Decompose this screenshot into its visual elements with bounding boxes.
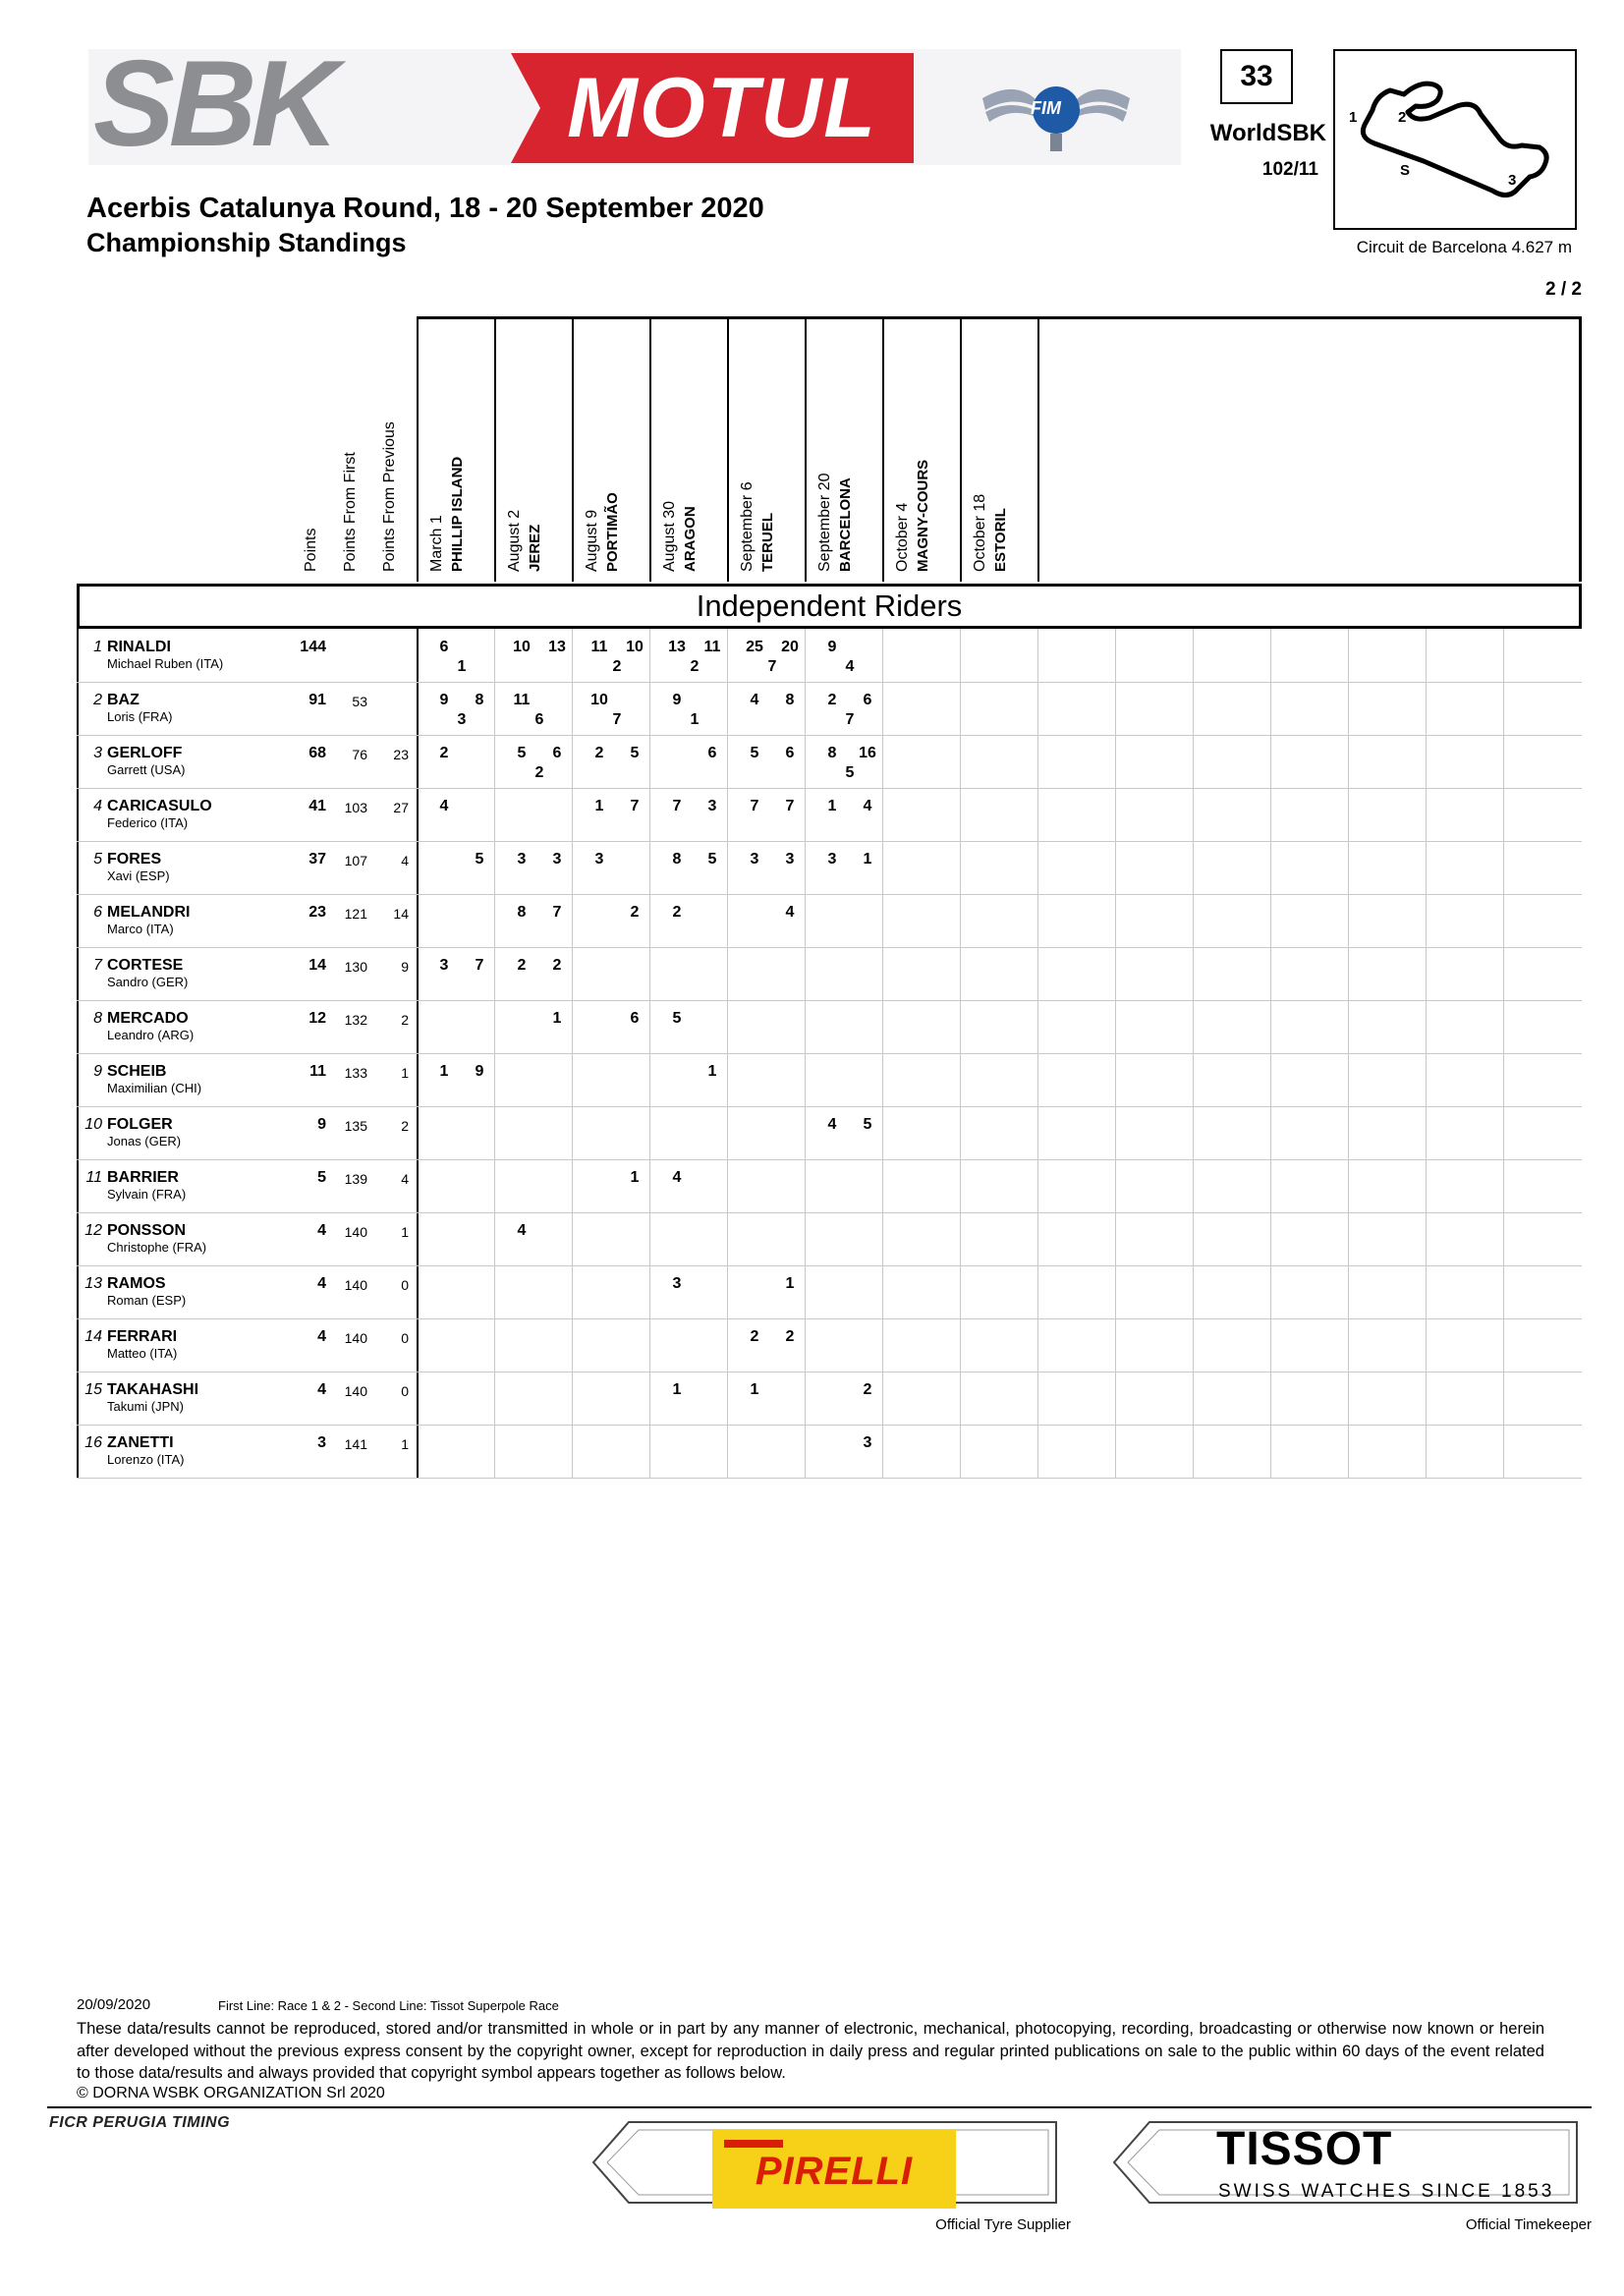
rider-firstname: Takumi (JPN) [107, 1399, 185, 1414]
points-from-previous: 27 [393, 800, 409, 815]
rider-surname: MERCADO [107, 1010, 189, 1027]
race-points: 2 [863, 1381, 872, 1398]
round-column-divider [1037, 316, 1039, 582]
rider-points: 41 [308, 798, 326, 814]
rider-surname: FORES [107, 851, 162, 868]
race-points: 11 [703, 639, 721, 655]
race-points: 7 [475, 957, 484, 974]
stat-column-header: Points [303, 528, 319, 572]
points-from-first: 140 [344, 1330, 367, 1346]
rider-firstname: Xavi (ESP) [107, 868, 170, 883]
race-points: 2 [630, 904, 640, 921]
race-points: 1 [439, 1063, 449, 1080]
rider-firstname: Sylvain (FRA) [107, 1187, 187, 1202]
race-points: 1 [630, 1169, 640, 1186]
race-points: 10 [590, 692, 608, 708]
points-from-first: 135 [344, 1118, 367, 1134]
row-divider [77, 788, 1582, 789]
rider-position: 5 [93, 851, 102, 868]
race-points: 3 [594, 851, 604, 868]
race-points: 2 [690, 658, 700, 675]
series-name: WorldSBK [1209, 120, 1326, 146]
race-points: 4 [750, 692, 759, 708]
rider-position: 8 [93, 1010, 102, 1027]
race-points: 5 [707, 851, 717, 868]
race-points: 8 [785, 692, 795, 708]
rider-firstname: Michael Ruben (ITA) [107, 656, 224, 671]
round-column-header [504, 510, 545, 572]
race-points: 6 [439, 639, 449, 655]
round-column-header [892, 460, 933, 572]
round-column-divider [805, 316, 807, 582]
rider-position: 14 [84, 1328, 102, 1345]
stat-column-header: Points From Previous [381, 421, 398, 572]
race-points: 9 [827, 639, 837, 655]
points-from-previous: 9 [401, 959, 409, 975]
race-points: 3 [457, 711, 467, 728]
round-venue: MAGNY-COURS [915, 459, 931, 572]
round-date: August 2 [506, 509, 523, 572]
race-points: 5 [845, 764, 855, 781]
row-divider [77, 894, 1582, 895]
round-column-divider [882, 316, 884, 582]
rider-points: 91 [308, 692, 326, 708]
tissot-tagline: SWISS WATCHES SINCE 1853 [1218, 2181, 1555, 2202]
points-from-first: 53 [352, 694, 367, 709]
race-points: 8 [827, 745, 837, 761]
event-title: Acerbis Catalunya Round, 18 - 20 September 2020 [86, 193, 764, 224]
rider-points: 5 [317, 1169, 326, 1186]
rider-points: 23 [308, 904, 326, 921]
pirelli-logo-text: PIRELLI [755, 2150, 914, 2193]
row-divider [77, 1478, 1582, 1479]
rider-surname: CARICASULO [107, 798, 212, 814]
race-points: 11 [590, 639, 608, 655]
pirelli-p-bar [724, 2140, 783, 2148]
race-points: 2 [785, 1328, 795, 1345]
rider-position: 3 [93, 745, 102, 761]
rider-points: 11 [309, 1063, 326, 1080]
round-date: March 1 [428, 515, 445, 572]
race-points: 25 [746, 639, 763, 655]
footer-date: 20/09/2020 [77, 1996, 151, 2013]
race-points: 3 [785, 851, 795, 868]
race-points: 7 [672, 798, 682, 814]
round-date: September 20 [816, 473, 833, 572]
round-venue: JEREZ [527, 524, 543, 572]
rider-surname: GERLOFF [107, 745, 183, 761]
rider-surname: RINALDI [107, 639, 171, 655]
group-title: Independent Riders [77, 584, 1582, 629]
race-points: 3 [827, 851, 837, 868]
rider-position: 6 [93, 904, 102, 921]
points-from-first: 103 [344, 800, 367, 815]
round-column-divider [727, 316, 729, 582]
rider-points: 4 [317, 1275, 326, 1292]
race-points: 6 [534, 711, 544, 728]
race-points: 2 [534, 764, 544, 781]
rider-position: 1 [93, 639, 102, 655]
race-points: 7 [767, 658, 777, 675]
points-from-first: 107 [344, 853, 367, 868]
race-points: 1 [690, 711, 700, 728]
rider-surname: FOLGER [107, 1116, 173, 1133]
race-points: 1 [785, 1275, 795, 1292]
race-points: 2 [517, 957, 527, 974]
row-divider [77, 1000, 1582, 1001]
rider-points: 4 [317, 1328, 326, 1345]
round-venue: ARAGON [682, 506, 699, 572]
points-from-first: 133 [344, 1065, 367, 1081]
rider-firstname: Christophe (FRA) [107, 1240, 207, 1255]
race-points: 6 [785, 745, 795, 761]
points-from-previous: 2 [401, 1118, 409, 1134]
race-points: 1 [552, 1010, 562, 1027]
rider-points: 68 [308, 745, 326, 761]
rider-surname: BAZ [107, 692, 140, 708]
race-points: 2 [594, 745, 604, 761]
rider-firstname: Federico (ITA) [107, 815, 189, 830]
document-code: 102/11 [1261, 159, 1318, 180]
race-points: 7 [612, 711, 622, 728]
race-points: 5 [630, 745, 640, 761]
points-from-first: 121 [344, 906, 367, 922]
race-points: 1 [750, 1381, 759, 1398]
race-points: 6 [552, 745, 562, 761]
rider-surname: CORTESE [107, 957, 184, 974]
race-points: 2 [672, 904, 682, 921]
row-divider [77, 1106, 1582, 1107]
page-number: 33 [1220, 49, 1293, 104]
race-points: 9 [439, 692, 449, 708]
race-points: 6 [630, 1010, 640, 1027]
points-from-previous: 2 [401, 1012, 409, 1028]
circuit-layout-icon [1335, 51, 1571, 224]
row-divider [77, 682, 1582, 683]
circuit-info: Circuit de Barcelona 4.627 m [1356, 238, 1572, 256]
turn-1-label: 1 [1349, 109, 1358, 126]
rider-points: 144 [300, 639, 326, 655]
round-column-divider [572, 316, 574, 582]
row-divider [77, 1159, 1582, 1160]
tissot-logo: TISSOT [1216, 2123, 1393, 2175]
race-points: 4 [845, 658, 855, 675]
rider-firstname: Lorenzo (ITA) [107, 1452, 185, 1467]
round-column-divider [417, 316, 419, 582]
race-points: 4 [785, 904, 795, 921]
race-points: 5 [863, 1116, 872, 1133]
footer-divider [47, 2106, 1592, 2108]
race-points: 2 [439, 745, 449, 761]
race-points: 3 [750, 851, 759, 868]
round-column-divider [960, 316, 962, 582]
round-column-header [659, 501, 700, 572]
race-points: 5 [750, 745, 759, 761]
points-from-first: 140 [344, 1277, 367, 1293]
round-venue: PORTIMÃO [604, 492, 621, 572]
rider-firstname: Sandro (GER) [107, 975, 189, 989]
rider-firstname: Marco (ITA) [107, 922, 174, 936]
footer-disclaimer: These data/results cannot be reproduced, stored and/or transmitted in whole or in part by any manner of electronic, mechanical, photocopying, recording, broadcasting or otherwise now known or herein after developed without the previous express consent by the copyright owner, except for reproduction in daily press and regular printed publications on sale to the public within 60 days of the event related to those data/results and always provided that copyright symbol appears together as follows below. [77, 2020, 1544, 2082]
points-from-previous: 23 [393, 747, 409, 762]
rider-position: 15 [84, 1381, 102, 1398]
race-points: 4 [672, 1169, 682, 1186]
row-divider [77, 1053, 1582, 1054]
rider-position: 10 [84, 1116, 102, 1133]
points-from-previous: 4 [401, 1171, 409, 1187]
fim-logo-text: FIM [1031, 98, 1061, 118]
points-from-first: 140 [344, 1224, 367, 1240]
round-venue: BARCELONA [837, 477, 854, 572]
race-points: 1 [827, 798, 837, 814]
footer-legend: First Line: Race 1 & 2 - Second Line: Tissot Superpole Race [218, 1998, 559, 2013]
rider-surname: SCHEIB [107, 1063, 167, 1080]
points-from-previous: 4 [401, 853, 409, 868]
rider-surname: PONSSON [107, 1222, 187, 1239]
round-venue: PHILLIP ISLAND [449, 456, 466, 572]
race-points: 10 [513, 639, 531, 655]
rider-position: 13 [84, 1275, 102, 1292]
rider-firstname: Garrett (USA) [107, 762, 186, 777]
race-points: 2 [552, 957, 562, 974]
race-points: 3 [863, 1434, 872, 1451]
rider-position: 2 [93, 692, 102, 708]
rider-points: 9 [317, 1116, 326, 1133]
points-from-first: 76 [352, 747, 367, 762]
round-date: October 18 [972, 493, 988, 572]
points-from-previous: 0 [401, 1383, 409, 1399]
round-column-header [970, 494, 1011, 572]
round-date: September 6 [739, 481, 756, 572]
round-venue: ESTORIL [992, 508, 1009, 572]
points-from-previous: 0 [401, 1330, 409, 1346]
race-points: 2 [750, 1328, 759, 1345]
race-points: 5 [475, 851, 484, 868]
race-points: 7 [785, 798, 795, 814]
race-points: 13 [548, 639, 566, 655]
race-points: 4 [827, 1116, 837, 1133]
race-points: 8 [475, 692, 484, 708]
timing-brand: FICR PERUGIA TIMING [49, 2114, 231, 2131]
sbk-logo: SBK [93, 36, 333, 172]
round-column-header [814, 473, 856, 572]
row-divider [77, 735, 1582, 736]
row-divider [77, 1265, 1582, 1266]
points-from-first: 140 [344, 1383, 367, 1399]
race-points: 3 [439, 957, 449, 974]
race-points: 7 [845, 711, 855, 728]
race-points: 6 [863, 692, 872, 708]
race-points: 7 [630, 798, 640, 814]
rider-points: 4 [317, 1222, 326, 1239]
race-points: 2 [612, 658, 622, 675]
points-from-previous: 14 [393, 906, 409, 922]
rider-surname: MELANDRI [107, 904, 191, 921]
round-column-header [737, 481, 778, 572]
stat-column-header: Points From First [342, 452, 359, 572]
rider-firstname: Jonas (GER) [107, 1134, 182, 1148]
row-divider [77, 1212, 1582, 1213]
race-points: 13 [668, 639, 686, 655]
round-column-header [582, 492, 623, 572]
race-points: 9 [672, 692, 682, 708]
points-from-previous: 1 [401, 1065, 409, 1081]
race-points: 7 [552, 904, 562, 921]
race-points: 8 [672, 851, 682, 868]
rider-position: 9 [93, 1063, 102, 1080]
rider-firstname: Loris (FRA) [107, 709, 173, 724]
race-points: 1 [863, 851, 872, 868]
race-points: 5 [517, 745, 527, 761]
race-points: 3 [672, 1275, 682, 1292]
tissot-caption: Official Timekeeper [1465, 2216, 1592, 2233]
row-divider [77, 1425, 1582, 1426]
race-points: 10 [626, 639, 644, 655]
rider-points: 12 [308, 1010, 326, 1027]
race-points: 5 [672, 1010, 682, 1027]
motul-logo: MOTUL [567, 61, 877, 155]
race-points: 16 [859, 745, 876, 761]
round-date: August 30 [661, 500, 678, 572]
points-from-first: 139 [344, 1171, 367, 1187]
rider-surname: ZANETTI [107, 1434, 174, 1451]
rider-surname: TAKAHASHI [107, 1381, 199, 1398]
points-from-first: 130 [344, 959, 367, 975]
round-column-header [426, 457, 468, 572]
rider-firstname: Roman (ESP) [107, 1293, 187, 1308]
footer-copyright: © DORNA WSBK ORGANIZATION Srl 2020 [77, 2085, 385, 2101]
points-from-previous: 0 [401, 1277, 409, 1293]
round-column-divider [494, 316, 496, 582]
race-points: 7 [750, 798, 759, 814]
rider-points: 4 [317, 1381, 326, 1398]
pirelli-caption: Official Tyre Supplier [935, 2216, 1071, 2233]
race-points: 20 [781, 639, 799, 655]
row-divider [77, 841, 1582, 842]
rider-points: 37 [308, 851, 326, 868]
rider-position: 7 [93, 957, 102, 974]
round-date: October 4 [894, 502, 911, 572]
rider-firstname: Leandro (ARG) [107, 1028, 195, 1042]
race-points: 2 [827, 692, 837, 708]
start-label: S [1400, 162, 1411, 179]
rider-points: 14 [308, 957, 326, 974]
race-points: 4 [439, 798, 449, 814]
pagination: 2 / 2 [1545, 279, 1582, 300]
rider-position: 16 [84, 1434, 102, 1451]
points-from-previous: 1 [401, 1224, 409, 1240]
race-points: 3 [552, 851, 562, 868]
race-points: 1 [707, 1063, 717, 1080]
race-points: 4 [863, 798, 872, 814]
race-points: 11 [513, 692, 531, 708]
rider-surname: FERRARI [107, 1328, 178, 1345]
round-column-divider [649, 316, 651, 582]
rider-firstname: Matteo (ITA) [107, 1346, 178, 1361]
race-points: 4 [517, 1222, 527, 1239]
rider-firstname: Maximilian (CHI) [107, 1081, 202, 1095]
track-map [1333, 49, 1577, 230]
round-date: August 9 [584, 509, 600, 572]
turn-2-label: 2 [1398, 109, 1407, 126]
race-points: 1 [672, 1381, 682, 1398]
rider-points: 3 [317, 1434, 326, 1451]
rider-surname: BARRIER [107, 1169, 179, 1186]
round-venue: TERUEL [759, 513, 776, 572]
points-from-previous: 1 [401, 1436, 409, 1452]
row-divider [77, 1318, 1582, 1319]
rider-position: 12 [84, 1222, 102, 1239]
rider-position: 4 [93, 798, 102, 814]
row-divider [77, 947, 1582, 948]
race-points: 1 [457, 658, 467, 675]
race-points: 1 [594, 798, 604, 814]
race-points: 3 [517, 851, 527, 868]
race-points: 3 [707, 798, 717, 814]
points-from-first: 141 [344, 1436, 367, 1452]
rider-surname: RAMOS [107, 1275, 166, 1292]
points-from-first: 132 [344, 1012, 367, 1028]
race-points: 9 [475, 1063, 484, 1080]
rider-position: 11 [85, 1169, 102, 1186]
turn-3-label: 3 [1508, 172, 1517, 189]
page-subtitle: Championship Standings [86, 228, 407, 257]
race-points: 6 [707, 745, 717, 761]
race-points: 8 [517, 904, 527, 921]
